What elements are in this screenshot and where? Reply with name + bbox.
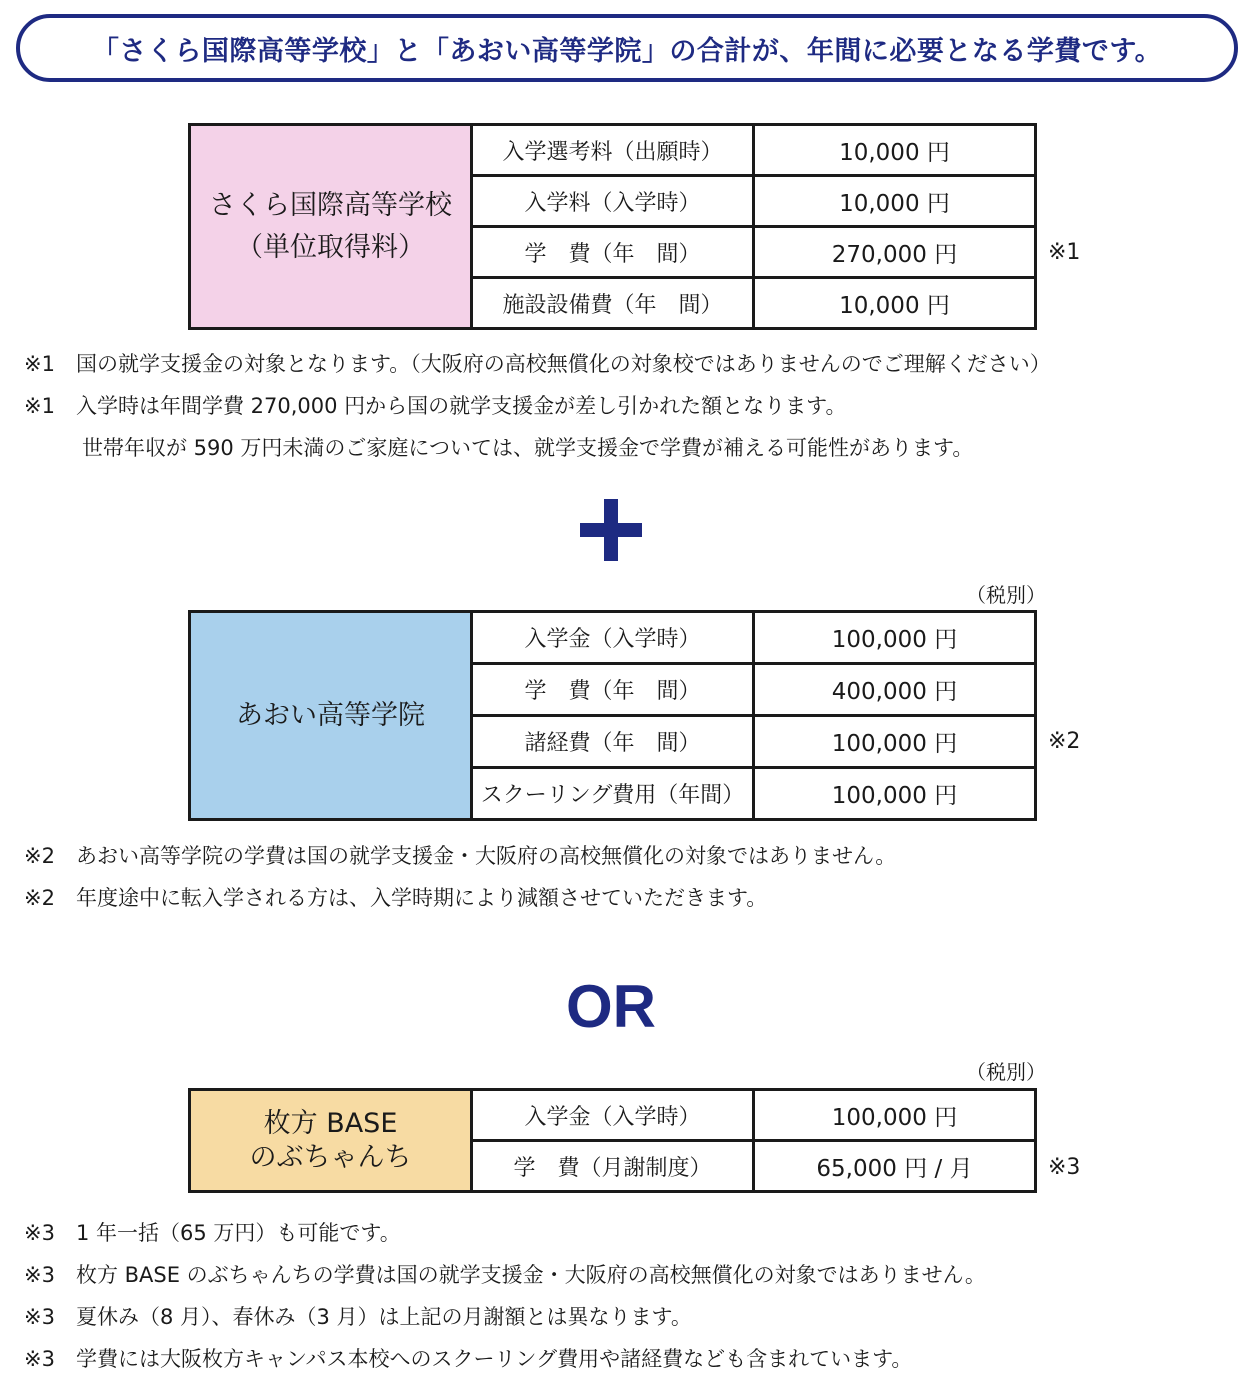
- aoi-school-name: あおい高等学院: [236, 699, 425, 731]
- fee-amount: 10,000 円: [754, 176, 1036, 227]
- fee-item: 入学料（入学時）: [472, 176, 754, 227]
- fee-amount: 100,000 円: [754, 716, 1036, 768]
- note-line: ※1 国の就学支援金の対象となります。（大阪府の高校無償化の対象校ではありませんのでご理解ください）: [24, 352, 1051, 376]
- banner-text: 「さくら国際高等学校」と「あおい高等学院」の合計が、年間に必要となる学費です。: [91, 35, 1163, 67]
- aoi-school-cell: [190, 612, 472, 820]
- note-line: ※2 あおい高等学院の学費は国の就学支援金・大阪府の高校無償化の対象ではありません。: [24, 844, 897, 868]
- note-line: ※3 学費には大阪枚方キャンパス本校へのスクーリング費用や諸経費なども含まれています。: [24, 1347, 913, 1371]
- note-line: 世帯年収が 590 万円未満のご家庭については、就学支援金で学費が補える可能性があります。: [82, 436, 974, 460]
- fee-amount: 10,000 円: [754, 278, 1036, 329]
- fee-item: 施設設備費（年 間）: [472, 278, 754, 329]
- base-school-name: 枚方 BASE: [263, 1107, 398, 1139]
- fee-item: 入学金（入学時）: [472, 612, 754, 664]
- fee-item: 入学金（入学時）: [472, 1090, 754, 1141]
- base-school-subtitle: のぶちゃんち: [249, 1141, 412, 1173]
- aoi-footnote-mark: ※2: [1048, 729, 1081, 754]
- aoi-tax-note: （税別）: [966, 583, 1046, 607]
- sakura-school-name: さくら国際高等学校: [209, 189, 452, 221]
- base-footnote-mark: ※3: [1048, 1155, 1081, 1180]
- aoi-fee-table: [188, 610, 1037, 821]
- note-line: ※3 枚方 BASE のぶちゃんちの学費は国の就学支援金・大阪府の高校無償化の対象ではありません。: [24, 1263, 986, 1287]
- sakura-school-subtitle: （単位取得料）: [236, 231, 425, 263]
- fee-amount: 400,000 円: [754, 664, 1036, 716]
- fee-item: 学 費（年 間）: [472, 227, 754, 278]
- sakura-notes: [24, 343, 1051, 469]
- base-fee-table: [188, 1088, 1037, 1193]
- or-divider: OR: [566, 973, 656, 1040]
- fee-item: 学 費（年 間）: [472, 664, 754, 716]
- fee-amount: 65,000 円 / 月: [754, 1141, 1036, 1192]
- fee-amount: 10,000 円: [754, 125, 1036, 176]
- fee-amount: 100,000 円: [754, 1090, 1036, 1141]
- summary-banner: [16, 14, 1238, 82]
- plus-icon: [580, 499, 642, 561]
- note-line: ※1 入学時は年間学費 270,000 円から国の就学支援金が差し引かれた額となります。: [24, 394, 847, 418]
- fee-amount: 100,000 円: [754, 612, 1036, 664]
- fee-item: 学 費（月謝制度）: [472, 1141, 754, 1192]
- fee-amount: 270,000 円: [754, 227, 1036, 278]
- fee-amount: 100,000 円: [754, 768, 1036, 820]
- sakura-school-cell: [190, 125, 472, 329]
- fee-item: 入学選考料（出願時）: [472, 125, 754, 176]
- note-line: ※2 年度途中に転入学される方は、入学時期により減額させていただきます。: [24, 886, 768, 910]
- aoi-notes: [24, 835, 896, 919]
- fee-item: スクーリング費用（年間）: [472, 768, 754, 820]
- base-notes: [24, 1212, 986, 1380]
- sakura-footnote-mark: ※1: [1048, 240, 1081, 265]
- base-school-cell: [190, 1090, 472, 1192]
- note-line: ※3 夏休み（8 月）、春休み（3 月）は上記の月謝額とは異なります。: [24, 1305, 692, 1329]
- sakura-fee-table: [188, 123, 1037, 330]
- note-line: ※3 1 年一括（65 万円）も可能です。: [24, 1221, 401, 1245]
- base-tax-note: （税別）: [966, 1060, 1046, 1084]
- fee-item: 諸経費（年 間）: [472, 716, 754, 768]
